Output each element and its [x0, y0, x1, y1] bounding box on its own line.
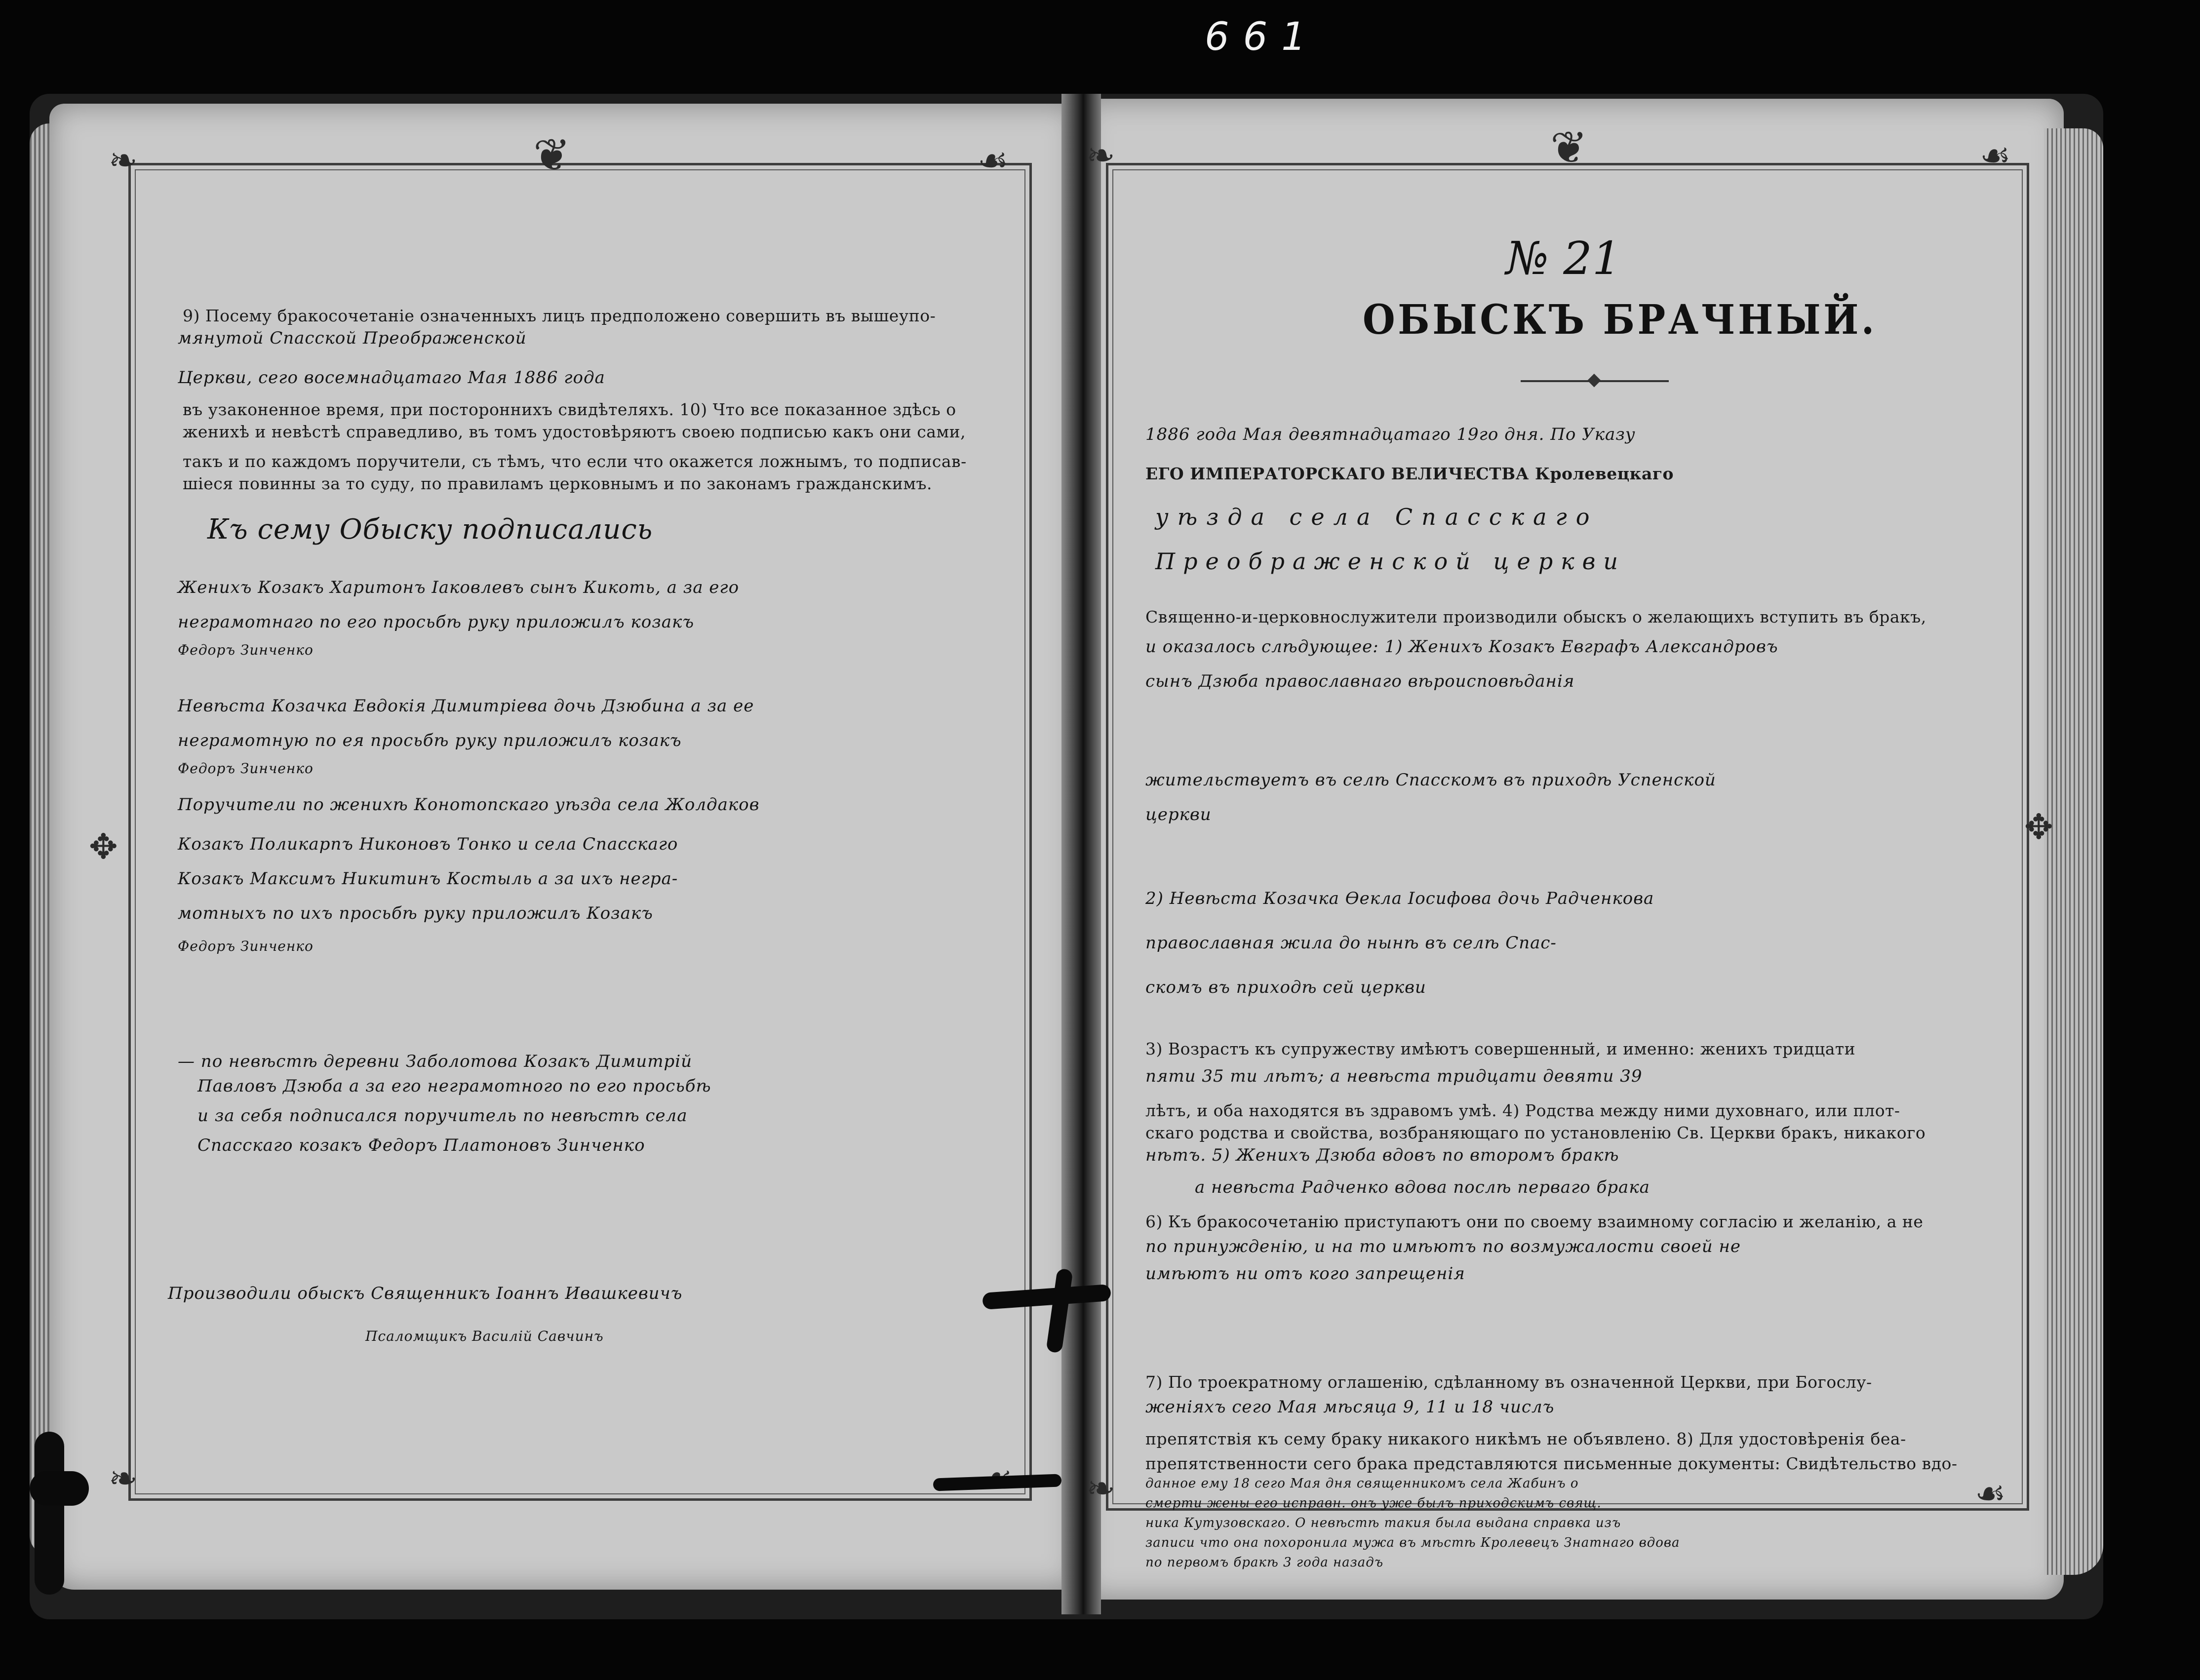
bride-sureties-line: Павловъ Дзюба а за его неграмотного по его просьбѣ [197, 1076, 711, 1096]
page-title: ОБЫСКЪ БРАЧНЫЙ. [1363, 296, 1877, 344]
item7-line: препятствія къ сему браку никакого никѣмъ не объявлено. 8) Для удостовѣренія беа- [1145, 1429, 1906, 1448]
residence-line: жительствуетъ въ селѣ Спасскомъ въ приходѣ Успенской [1145, 770, 1716, 790]
groom-sureties-line: Козакъ Поликарпъ Никоновъ Тонко и села Спасскаго [178, 834, 678, 854]
record-number: № 21 [1506, 232, 1621, 285]
ornament-top-left-icon: ❦ [533, 129, 571, 181]
intro-line: сынъ Дзюба православнаго вѣроисповѣданія [1145, 671, 1575, 691]
bride-line: скомъ въ приходѣ сей церкви [1145, 977, 1426, 997]
groom-sureties-line: Поручители по женихѣ Конотопскаго уѣзда села Жолдаков [178, 795, 760, 815]
bride-sureties-line: Спасскаго козакъ Федоръ Платоновъ Зинченко [197, 1135, 645, 1155]
item3-line: нѣтъ. 5) Женихъ Дзюба вдовъ по второмъ бракѣ [1145, 1145, 1619, 1165]
left-item9-line: шіеся повинны за то суду, по правиламъ церковнымъ и по законамъ гражданскимъ. [183, 474, 933, 493]
item3-line: имѣютъ ни отъ кого запрещенія [1145, 1264, 1465, 1284]
ornament-side-icon: ✥ [89, 826, 118, 867]
item7-line: 7) По троекратному оглашенію, сдѣланному въ означенной Церкви, при Богослу- [1145, 1372, 1872, 1392]
archive-stamp-number: 661 [1205, 15, 1320, 59]
item3-line: а невѣста Радченко вдова послѣ перваго брака [1195, 1177, 1650, 1197]
ornament-corner-icon: ☙ [1980, 135, 2011, 176]
binding-thread-end [30, 1471, 89, 1506]
bride-signature-line: Федоръ Зинченко [178, 760, 314, 777]
margin-note-line: данное ему 18 сего Мая дня священникомъ села Жабинъ о [1145, 1476, 1579, 1491]
bride-signature-line: неграмотную по ея просьбѣ руку приложилъ козакъ [178, 731, 682, 750]
margin-note-line: записи что она похоронила мужа въ мѣстѣ Кролевецъ Знатнаго вдова [1145, 1535, 1680, 1550]
bride-sureties-line: и за себя подписался поручитель по невѣстѣ села [197, 1106, 688, 1126]
margin-note-line: ника Кутузовскаго. О невѣстѣ такия была выдана справка изъ [1145, 1516, 1621, 1530]
item3-line: пяти 35 ти лѣтъ; а невѣста тридцати девяти 39 [1145, 1066, 1643, 1086]
item3-line: 6) Къ бракосочетанію приступаютъ они по своему взаимному согласію и желанію, а не [1145, 1212, 1924, 1231]
right-page-border [1106, 163, 2029, 1514]
item3-line: по принужденію, и на то имѣютъ по возмужалости своей не [1145, 1237, 1741, 1256]
conducted-by-line: Производили обыскъ Священникъ Іоаннъ Ивашкевичъ [168, 1284, 683, 1303]
groom-sureties-line: мотныхъ по ихъ просьбѣ руку приложилъ Козакъ [178, 903, 653, 923]
left-item9-line: 9) Посему бракосочетаніе означенныхъ лицъ предположено совершить въ вышеупо- [183, 306, 936, 325]
ornament-side-icon: ✥ [2024, 807, 2053, 847]
signed-heading: Къ сему Обыску подписались [207, 513, 653, 546]
bride-signature-line: Невѣста Козачка Евдокія Димитріева дочь Дзюбина а за ее [178, 696, 754, 716]
groom-sureties-line: Козакъ Максимъ Никитинъ Костыль а за ихъ негра- [178, 869, 678, 889]
margin-note-line: по первомъ бракѣ 3 года назадъ [1145, 1555, 1384, 1570]
left-item9-line: Церкви, сего восемнадцатаго Мая 1886 года [178, 368, 605, 388]
groom-signature-line: неграмотнаго по его просьбѣ руку приложилъ козакъ [178, 612, 694, 632]
ornament-corner-icon: ☙ [978, 140, 1009, 181]
intro-line: ЕГО ИМПЕРАТОРСКАГО ВЕЛИЧЕСТВА Кролевецкаго [1145, 464, 1674, 483]
ornament-corner-icon: ❧ [1086, 1468, 1115, 1509]
ornament-corner-icon: ❧ [109, 140, 138, 181]
item7-line: женіяхъ сего Мая мѣсяца 9, 11 и 18 числъ [1145, 1397, 1555, 1417]
item3-line: скаго родства и свойства, возбраняющаго по установленію Св. Церкви бракъ, никакого [1145, 1123, 1926, 1142]
margin-note-line: смерти жены его исправн. онъ уже былъ приходскимъ свящ. [1145, 1496, 1602, 1511]
book-gutter [1061, 94, 1101, 1614]
intro-line: и оказалось слѣдующее: 1) Женихъ Козакъ Евграфъ Александровъ [1145, 637, 1778, 657]
intro-line: Преображенской церкви [1155, 548, 1626, 575]
ornament-corner-icon: ❧ [1086, 135, 1115, 176]
residence-line: церкви [1145, 805, 1212, 824]
bride-line: 2) Невѣста Козачка Өекла Іосифова дочь Радченкова [1145, 889, 1654, 908]
conducted-by-line: Псаломщикъ Василій Савчинъ [365, 1328, 604, 1344]
left-item9-line: мянутой Спасской Преображенской [178, 328, 527, 348]
item3-line: лѣтъ, и оба находятся въ здравомъ умѣ. 4) Родства между ними духовнаго, или плот- [1145, 1101, 1900, 1120]
item7-line: препятственности сего брака представляются письменные документы: Свидѣтельство вдо- [1145, 1454, 1958, 1473]
groom-signature-line: Женихъ Козакъ Харитонъ Іаковлевъ сынъ Кикоть, а за его [178, 578, 740, 597]
intro-line: уѣзда села Спасскаго [1155, 504, 1599, 530]
intro-line: Священно-и-церковнослужители производили обыскъ о желающихъ вступить въ бракъ, [1145, 607, 1926, 626]
left-item9-line: такъ и по каждомъ поручители, съ тѣмъ, что если что окажется ложнымъ, то подписав- [183, 452, 967, 471]
right-page-edges [2044, 128, 2103, 1575]
left-item9-line: въ узаконенное время, при постороннихъ свидѣтеляхъ. 10) Что все показанное здѣсь о [183, 400, 956, 419]
spine-shadow [35, 1432, 64, 1595]
left-item9-line: женихѣ и невѣстѣ справедливо, въ томъ удостовѣряютъ своею подписью какъ они сами, [183, 422, 966, 441]
bride-line: православная жила до нынѣ въ селѣ Спас- [1145, 933, 1557, 953]
groom-signature-line: Федоръ Зинченко [178, 642, 314, 658]
ornament-corner-icon: ❧ [109, 1458, 138, 1499]
item3-line: 3) Возрастъ къ супружеству имѣютъ совершенный, и именно: женихъ тридцати [1145, 1039, 1856, 1058]
title-divider [1521, 380, 1669, 382]
ornament-corner-icon: ☙ [1975, 1473, 2006, 1514]
intro-line: 1886 года Мая девятнадцатаго 19го дня. По Указу [1145, 425, 1636, 444]
bride-sureties-line: — по невѣстѣ деревни Заболотова Козакъ Димитрій [178, 1052, 692, 1071]
groom-sureties-line: Федоръ Зинченко [178, 938, 314, 954]
ornament-top-right-icon: ❦ [1550, 122, 1588, 174]
